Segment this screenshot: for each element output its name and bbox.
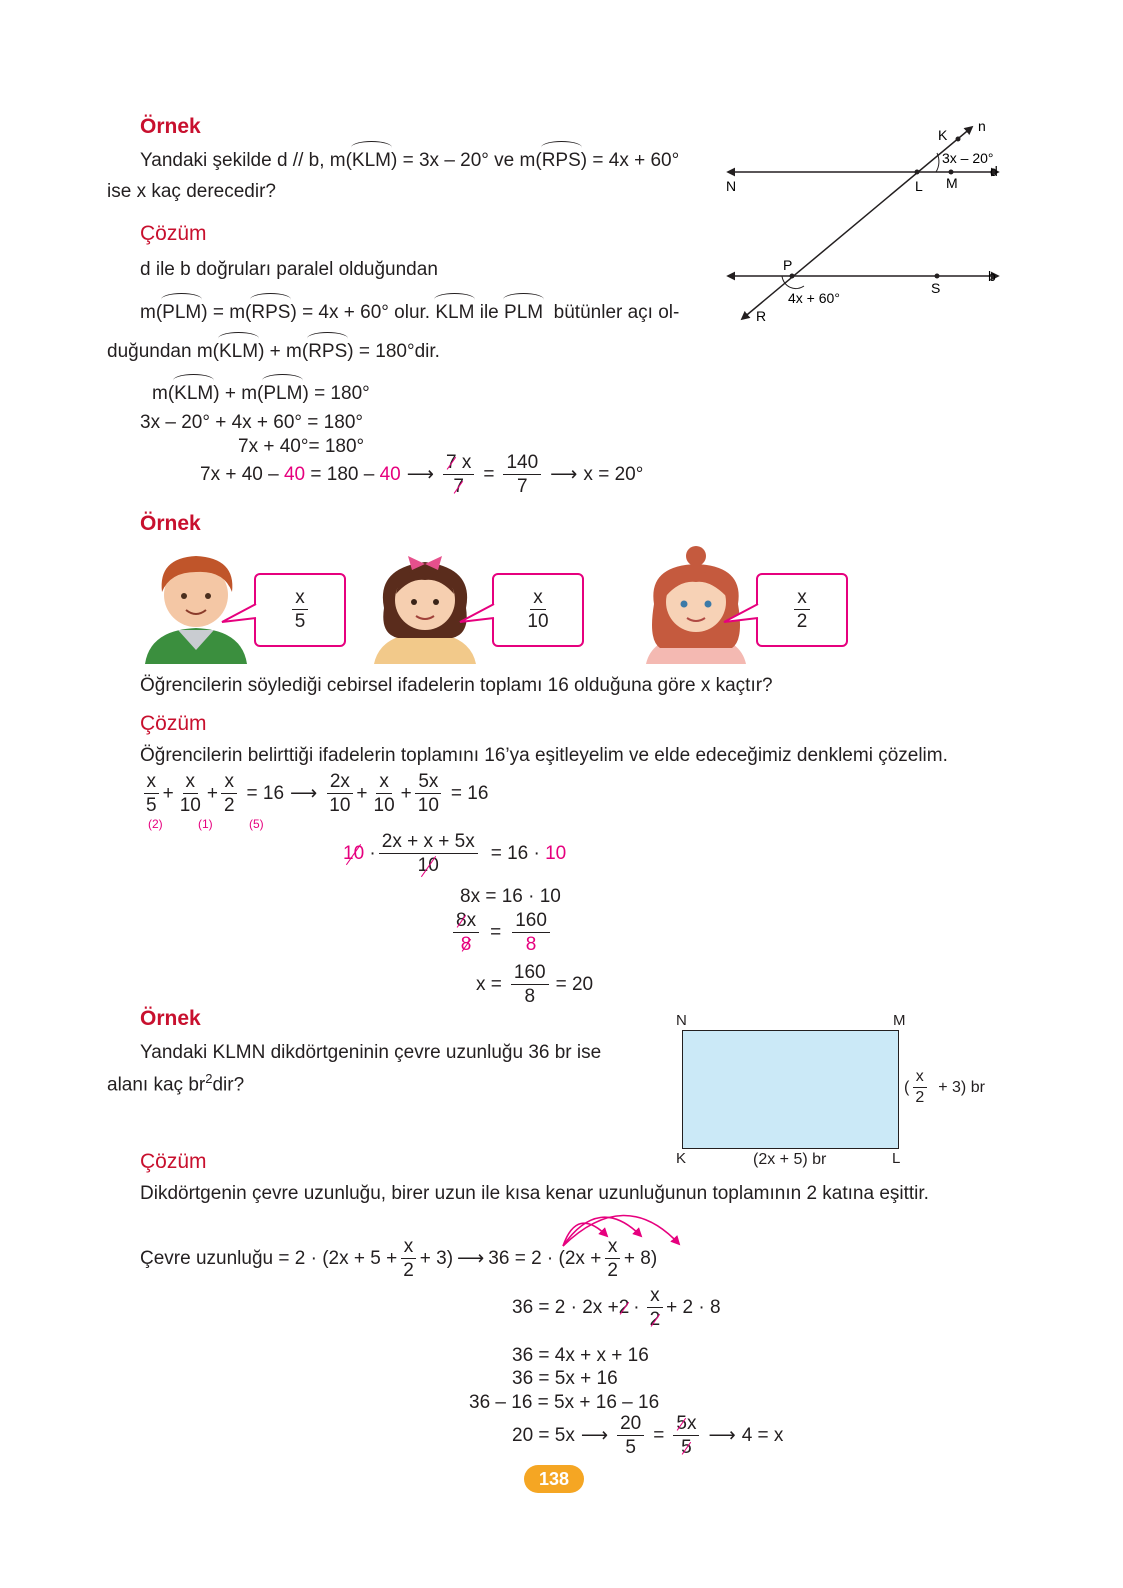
- example-heading: Örnek: [140, 512, 201, 535]
- solution-text-line: Öğrencilerin belirttiği ifadelerin toplamını 16’ya eşitleyelim ve elde edeceğimiz denklemi çözelim.: [140, 745, 948, 766]
- equation-line: 10 · $\frac{2x + x + 5x}{10}$ = 16 · 10: [343, 831, 567, 876]
- point-m: [949, 170, 954, 175]
- angle-klm: KLM: [351, 150, 391, 171]
- parallel-lines-figure: [720, 115, 1010, 330]
- solution-text-line: Dikdörtgenin çevre uzunluğu, birer uzun ile kısa kenar uzunluğunun toplamının 2 katına eşittir.: [140, 1183, 929, 1204]
- point-k: [956, 137, 961, 142]
- point-l: [915, 170, 920, 175]
- label-r: R: [756, 308, 767, 324]
- angle-rps: RPS: [541, 150, 581, 171]
- bottom-side-label: (2x + 5) br: [753, 1151, 827, 1168]
- equation-line: 36 – 16 = 5x + 16 – 16: [469, 1392, 660, 1413]
- solution-heading: Çözüm: [140, 222, 207, 245]
- label-angle-top: 3x – 20°: [942, 150, 994, 166]
- equation-line: 36 = 5x + 16: [512, 1368, 618, 1389]
- equation-line: 20 = 5x ⟶ $\frac{20}{5}$ = $\frac{5x}{5}$ ⟶ 4 = x: [512, 1413, 784, 1458]
- speech-bubble: $\frac{x}{2}$: [756, 573, 848, 647]
- angle-rps: RPS: [251, 302, 291, 323]
- angle-klm: KLM: [218, 341, 259, 362]
- equation-line: 7x + 40 – 40 = 180 – 40 ⟶ $\frac{7 x}{7}$ = $\frac{140}{7}$ ⟶ x = 20°: [200, 452, 644, 497]
- solution-text-line: duğundan m(KLM) + m(RPS) = 180°dir.: [107, 341, 440, 362]
- example-text-line: Yandaki şekilde d // b, m(KLM) = 3x – 20° ve m(RPS) = 4x + 60°: [140, 150, 680, 171]
- example-heading: Örnek: [140, 115, 201, 138]
- label-k: K: [938, 127, 948, 143]
- label-n: n: [978, 118, 986, 134]
- label-s: S: [931, 280, 941, 296]
- equation-line: Çevre uzunluğu = 2 · (2x + 5 + $\frac{x}{2}$ + 3) ⟶ 36 = 2 · (2x + $\frac{x}{2}$ + 8): [140, 1236, 658, 1281]
- equation-line: 3x – 20° + 4x + 60° = 180°: [140, 412, 363, 433]
- multiplier-label: (5): [249, 817, 264, 831]
- equation-line: 36 = 2 · 2x + 2 · $\frac{x}{2}$ + 2 · 8: [512, 1285, 721, 1330]
- example-text-line: Yandaki KLMN dikdörtgeninin çevre uzunluğu 36 br ise: [140, 1042, 602, 1063]
- equation-line: m(KLM) + m(PLM) = 180°: [152, 383, 370, 404]
- label-m: M: [893, 1012, 906, 1029]
- example-heading: Örnek: [140, 1007, 201, 1030]
- solution-text-line: d ile b doğruları paralel olduğundan: [140, 259, 438, 280]
- example-text-line: ise x kaç derecedir?: [107, 181, 276, 202]
- equation-line: $\frac{8x}{8}$ = $\frac{160}{8}$: [450, 911, 553, 955]
- multiplier-label: (2): [148, 817, 163, 831]
- label-angle-bottom: 4x + 60°: [788, 290, 840, 306]
- label-l: L: [915, 178, 923, 194]
- label-n: N: [676, 1012, 687, 1029]
- bubble-tail: [220, 600, 260, 630]
- point-s: [935, 274, 940, 279]
- label-n-point: N: [726, 178, 737, 194]
- question-text: Öğrencilerin söylediği cebirsel ifadelerin toplamı 16 olduğuna göre x kaçtır?: [140, 675, 773, 696]
- multiplier-label: (1): [198, 817, 213, 831]
- bubble-tail: [722, 600, 762, 630]
- angle-plm: PLM: [504, 302, 544, 323]
- solution-heading: Çözüm: [140, 712, 207, 735]
- solution-heading: Çözüm: [140, 1150, 207, 1173]
- point-p: [790, 274, 795, 279]
- equation-line: $\frac{x}{5}$ + $\frac{x}{10}$ + $\frac{x}{2}$ = 16 ⟶ $\frac{2x}{10}$ + $\frac{x}{10}$ + $\frac{5x}{10}$ = 16: [140, 772, 488, 816]
- equation-line: 36 = 4x + x + 16: [512, 1345, 649, 1366]
- solution-text-line: m(PLM) = m(RPS) = 4x + 60° olur. KLM ile PLM bütünler açı ol-: [140, 302, 680, 323]
- rectangle-klmn: [682, 1030, 899, 1149]
- angle-plm: PLM: [263, 383, 303, 404]
- speech-bubble: $\frac{x}{10}$: [492, 573, 584, 647]
- label-d: d: [990, 163, 998, 179]
- angle-klm: KLM: [435, 302, 475, 323]
- example-text-line: alanı kaç $br^2dir$?: [107, 1071, 245, 1096]
- label-b: b: [988, 268, 996, 284]
- bubble-tail: [458, 600, 498, 630]
- label-m: M: [946, 175, 958, 191]
- equation-line: x = $\frac{160}{8}$ = 20: [476, 962, 594, 1007]
- equation-line: 8x = 16 · 10: [460, 886, 561, 907]
- angle-rps: RPS: [308, 341, 348, 362]
- page-number: 138: [524, 1465, 584, 1493]
- angle-klm: KLM: [174, 383, 214, 404]
- angle-plm: PLM: [162, 302, 202, 323]
- speech-bubble: $\frac{x}{5}$: [254, 573, 346, 647]
- right-side-label: ( $\frac{x}{2}$ + 3) br: [904, 1068, 985, 1106]
- equation-line: 7x + 40°= 180°: [238, 436, 365, 457]
- label-p: P: [783, 257, 793, 273]
- label-l: L: [892, 1150, 901, 1167]
- label-k: K: [676, 1150, 687, 1167]
